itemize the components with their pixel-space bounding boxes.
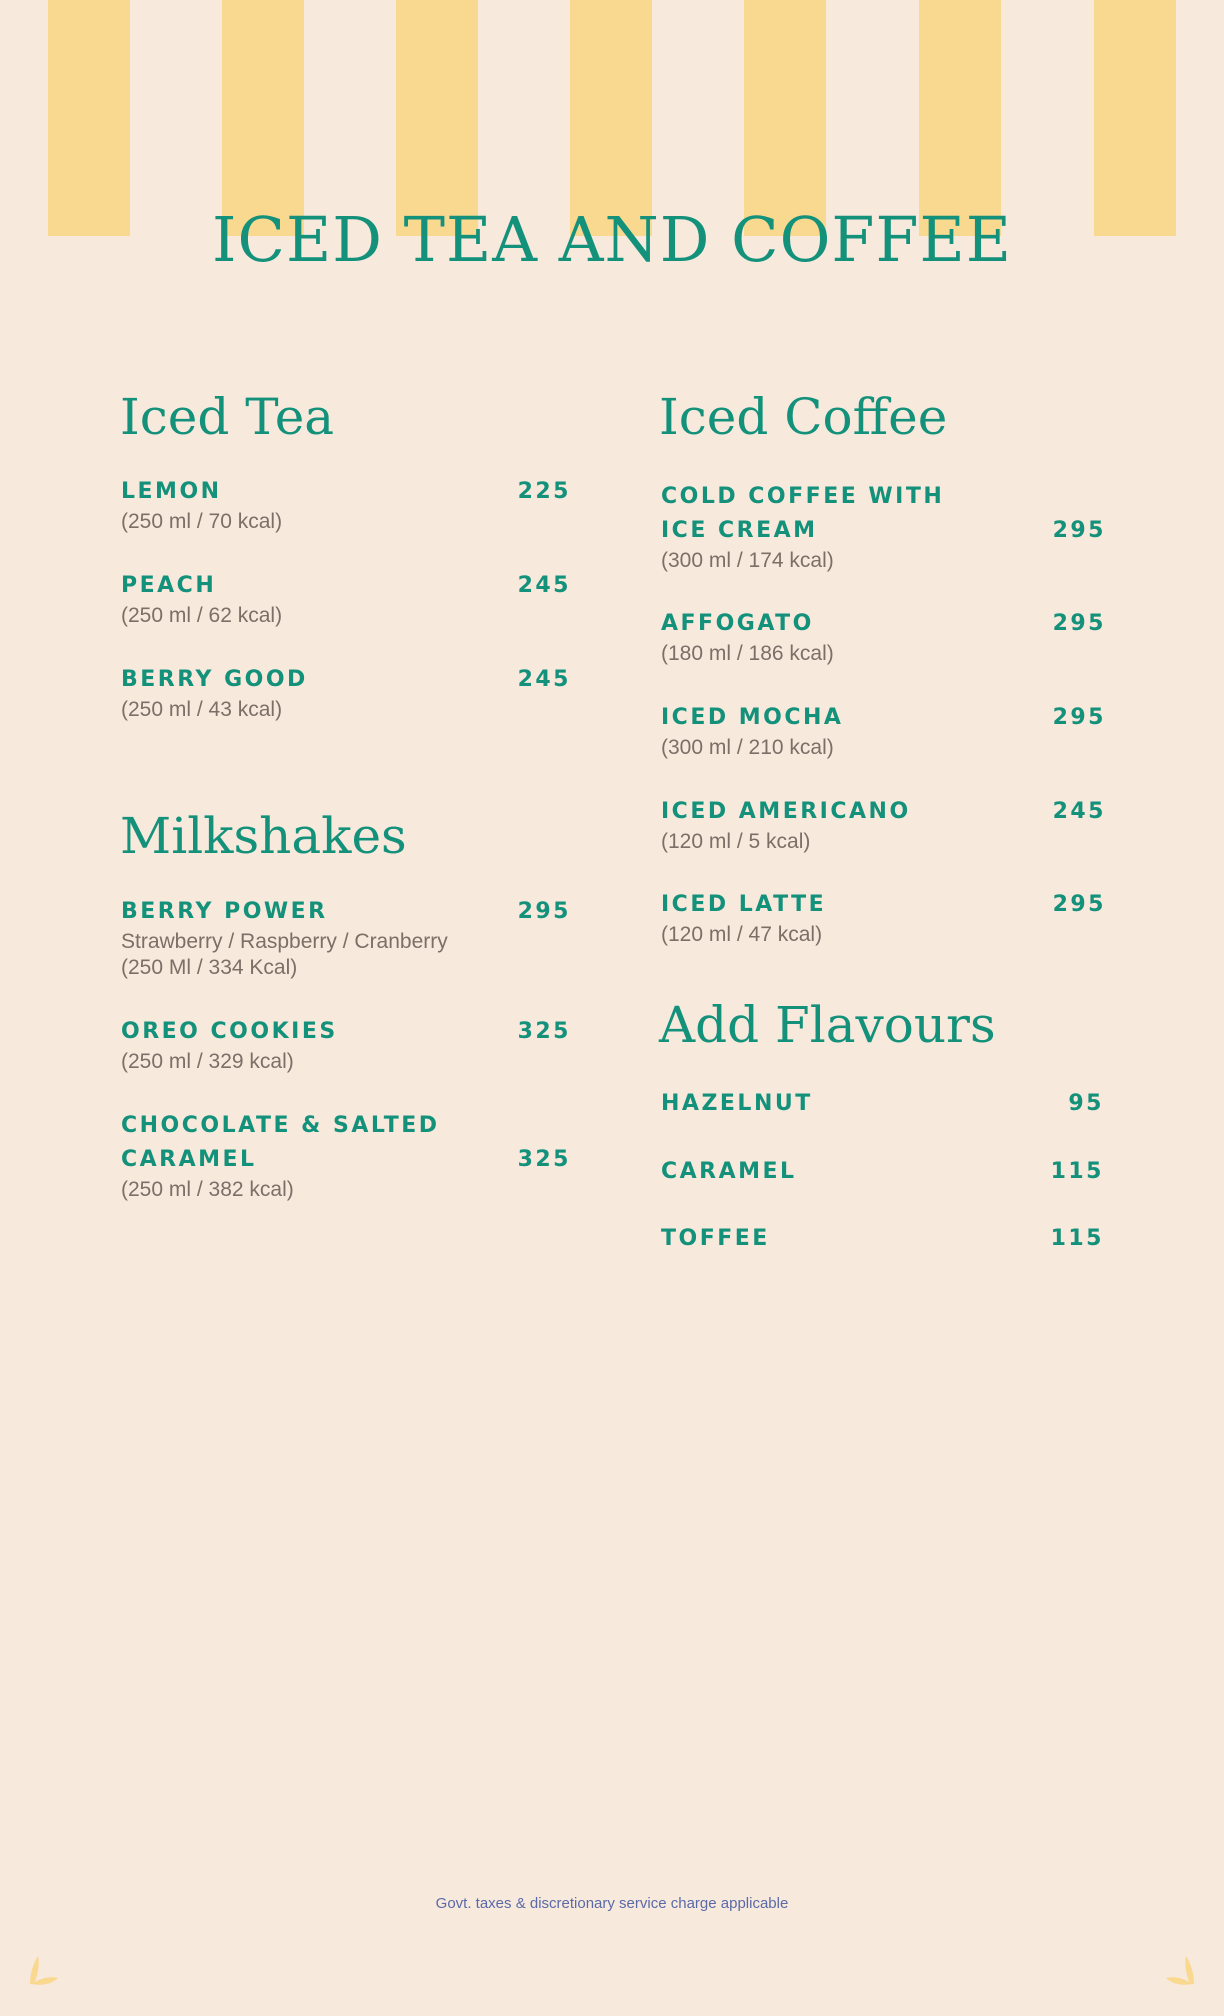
menu-item-peach (121, 569, 571, 629)
awning-stripe (1094, 0, 1176, 236)
item-detail: (300 ml / 210 kcal) (661, 736, 834, 759)
menu-item-lemon (121, 475, 571, 535)
item-name: ICED LATTE (661, 892, 827, 917)
item-price: 225 (517, 479, 571, 504)
page-title: ICED TEA AND COFFEE (212, 203, 1012, 276)
item-name: TOFFEE (661, 1226, 770, 1251)
item-name: LEMON (121, 479, 222, 504)
leaf-corner-icon (1160, 1948, 1200, 1988)
menu-item-toffee (661, 1222, 1104, 1256)
section-title-iced-coffee: Iced Coffee (659, 388, 948, 446)
awning-stripe (919, 0, 1001, 236)
item-price: 115 (1050, 1226, 1104, 1251)
item-detail: (180 ml / 186 kcal) (661, 642, 834, 665)
item-name: ICE CREAM (661, 518, 818, 543)
item-name: ICED AMERICANO (661, 799, 911, 824)
menu-item-affogato (661, 607, 1106, 667)
menu-item-berry-power (121, 895, 571, 981)
item-name: AFFOGATO (661, 611, 814, 636)
item-detail: (300 ml / 174 kcal) (661, 549, 834, 572)
item-name: BERRY POWER (121, 899, 328, 924)
section-title-add-flavours: Add Flavours (659, 996, 996, 1054)
item-name: COLD COFFEE WITH (661, 484, 945, 509)
menu-item-berry-good (121, 663, 571, 723)
awning-stripe (396, 0, 478, 236)
item-name: HAZELNUT (661, 1091, 813, 1116)
item-detail: (250 ml / 329 kcal) (121, 1050, 294, 1073)
item-price: 295 (517, 899, 571, 924)
item-price: 95 (1068, 1091, 1104, 1116)
item-name: CARAMEL (661, 1159, 797, 1184)
item-price: 295 (1052, 611, 1106, 636)
menu-item-hazelnut (661, 1087, 1104, 1121)
item-price: 295 (1052, 518, 1106, 543)
leaf-corner-icon (24, 1948, 64, 1988)
item-name: OREO COOKIES (121, 1019, 338, 1044)
item-name: BERRY GOOD (121, 667, 308, 692)
menu-item-cold-coffee-ice-cream (661, 480, 1106, 574)
item-price: 325 (517, 1019, 571, 1044)
item-price: 245 (517, 667, 571, 692)
item-name: ICED MOCHA (661, 705, 844, 730)
item-name: PEACH (121, 573, 217, 598)
item-price: 245 (517, 573, 571, 598)
item-name: CHOCOLATE & SALTED (121, 1113, 440, 1138)
awning-stripe (570, 0, 652, 236)
menu-item-chocolate-salted-caramel (121, 1109, 571, 1203)
item-price: 245 (1052, 799, 1106, 824)
item-detail: (250 ml / 43 kcal) (121, 698, 283, 721)
item-price: 295 (1052, 892, 1106, 917)
item-detail: (250 ml / 70 kcal) (121, 510, 283, 533)
item-price: 115 (1050, 1159, 1104, 1184)
item-detail: (250 ml / 382 kcal) (121, 1178, 294, 1201)
awning-stripe (744, 0, 826, 236)
menu-item-iced-americano (661, 795, 1106, 855)
item-detail: (250 Ml / 334 Kcal) (121, 956, 298, 979)
item-detail: (120 ml / 5 kcal) (661, 830, 811, 853)
item-price: 295 (1052, 705, 1106, 730)
menu-item-iced-mocha (661, 701, 1106, 761)
section-title-iced-tea: Iced Tea (120, 388, 335, 446)
menu-item-oreo-cookies (121, 1015, 571, 1075)
item-price: 325 (517, 1147, 571, 1172)
item-detail: (120 ml / 47 kcal) (661, 923, 823, 946)
footer-note: Govt. taxes & discretionary service charge applicable (435, 1895, 789, 1912)
menu-item-iced-latte (661, 888, 1106, 948)
awning-stripe (48, 0, 130, 236)
menu-item-caramel (661, 1155, 1104, 1189)
item-description: Strawberry / Raspberry / Cranberry (121, 930, 448, 953)
awning-stripe (222, 0, 304, 236)
item-name: CARAMEL (121, 1147, 257, 1172)
item-detail: (250 ml / 62 kcal) (121, 604, 283, 627)
section-title-milkshakes: Milkshakes (120, 807, 407, 865)
